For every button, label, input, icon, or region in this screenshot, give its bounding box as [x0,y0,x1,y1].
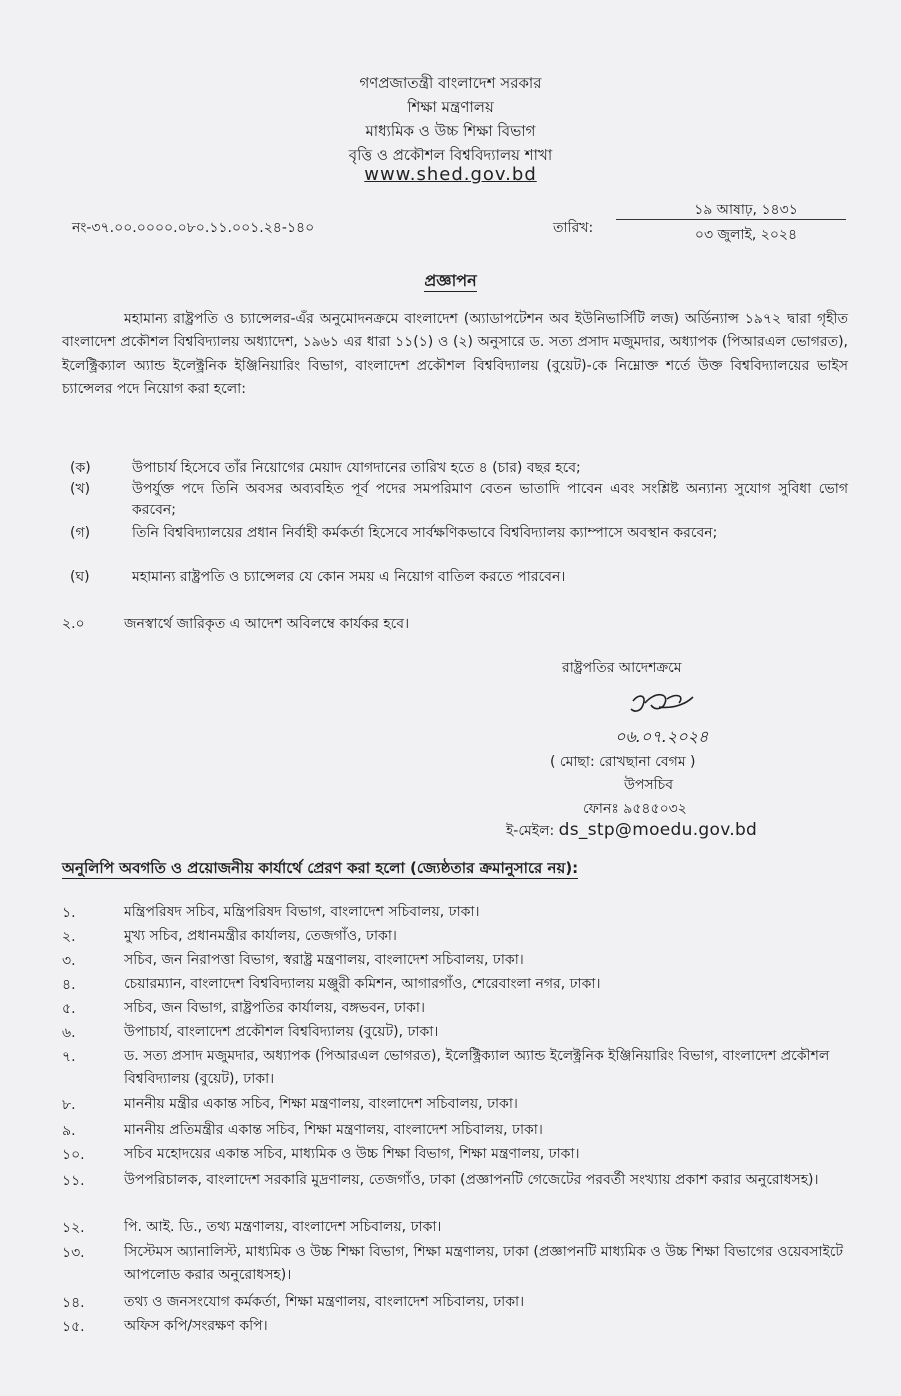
email-line [506,819,846,843]
date-block [616,198,846,243]
list-text: উপপরিচালক, বাংলাদেশ সরকারি মুদ্রণালয়, তেজগাঁও, ঢাকা (প্রজ্ঞাপনটি গেজেটের পরবর্তী সংখ্যায় প্রকাশ করার অনুরোধসহ)। [124,1172,819,1188]
main-paragraph: মহামান্য রাষ্ট্রপতি ও চ্যান্সেলর-এঁর অনুমোদনক্রমে বাংলাদেশ (অ্যাডাপটেশন অব ইউনিভার্সিটি লজ) অর্ডিন্যান্স ১৯৭২ দ্বারা গৃহীত বাংলাদেশ প্রকৌশল বিশ্ববিদ্যালয় অধ্যাদেশ, ১৯৬১ এর ধারা ১১(১) ও (২) অনুসারে ড. সত্য প্রসাদ মজুমদার, অধ্যাপক (পিআরএল ভোগরত), ইলেক্ট্রিক্যাল অ্যান্ড ইলেক্ট্রনিক ইঞ্জিনিয়ারিং বিভাগ, বাংলাদেশ প্রকৌশল বিশ্ববিদ্যালয় (বুয়েট)-কে নিম্নোক্ত শর্তে উক্ত বিশ্ববিদ্যালয়ের ভাইস চ্যান্সেলর পদে নিয়োগ করা হলো: [62,311,848,397]
list-text: পি. আই. ডি., তথ্য মন্ত্রণালয়, বাংলাদেশ সচিবালয়, ঢাকা। [124,1219,442,1235]
list-number: ১২. [62,1220,85,1236]
list-text: চেয়ারম্যান, বাংলাদেশ বিশ্ববিদ্যালয় মঞ্জুরী কমিশন, আগারগাঁও, শেরেবাংলা নগর, ঢাকা। [124,976,601,992]
list-number: ৯. [62,1123,76,1139]
list-text: সচিব, জন বিভাগ, রাষ্ট্রপতির কার্যালয়, বঙ্গভবন, ঢাকা। [124,1000,425,1016]
notification-title: প্রজ্ঞাপন [424,271,477,290]
phone-number: ফোনঃ ৯৫৪৫০৩২ [583,801,687,817]
date-divider [616,219,846,220]
website-link[interactable]: www.shed.gov.bd [364,164,537,185]
condition-text: মহামান্য রাষ্ট্রপতি ও চ্যান্সেলর যে কোন সময় এ নিয়োগ বাতিল করতে পারবেন। [132,569,566,585]
condition-label: (ক) [70,460,91,476]
list-number: ৬. [62,1025,76,1041]
list-number: ১০. [62,1147,85,1163]
list-number: ৩. [62,953,76,969]
list-text: মুখ্য সচিব, প্রধানমন্ত্রীর কার্যালয়, তেজগাঁও, ঢাকা। [124,928,397,944]
condition-label: (খ) [70,481,91,497]
signed-date: ০৬.০৭.২০২৪ [615,727,709,746]
list-number: ৭. [62,1049,76,1065]
condition-label: (ঘ) [70,569,90,585]
list-text: সচিব মহোদয়ের একান্ত সচিব, মাধ্যমিক ও উচ্চ শিক্ষা বিভাগ, শিক্ষা মন্ত্রণালয়, ঢাকা। [124,1146,580,1162]
list-text: সচিব, জন নিরাপত্তা বিভাগ, স্বরাষ্ট্র মন্ত্রণালয়, বাংলাদেশ সচিবালয়, ঢাকা। [124,952,524,968]
date-gregorian: ০৩ জুলাই, ২০২৪ [694,227,798,243]
list-text: মাননীয় প্রতিমন্ত্রীর একান্ত সচিব, শিক্ষা মন্ত্রণালয়, বাংলাদেশ সচিবালয়, ঢাকা। [124,1122,543,1138]
list-text: অফিস কপি/সংরক্ষণ কপি। [124,1318,268,1334]
list-text: মাননীয় মন্ত্রীর একান্ত সচিব, শিক্ষা মন্ত্রণালয়, বাংলাদেশ সচিবালয়, ঢাকা। [124,1096,518,1112]
list-text: মন্ত্রিপরিষদ সচিব, মন্ত্রিপরিষদ বিভাগ, বাংলাদেশ সচিবালয়, ঢাকা। [124,904,480,920]
condition-text: উপর্যুক্ত পদে তিনি অবসর অব্যবহিত পূর্ব পদের সমপরিমাণ বেতন ভাতাদি পাবেন এবং সংশ্লিষ্ট অন্যান্য সুযোগ সুবিধা ভোগ করবেন; [132,481,848,518]
list-number: ১৩. [62,1245,85,1261]
list-text: ড. সত্য প্রসাদ মজুমদার, অধ্যাপক (পিআরএল ভোগরত), ইলেক্ট্রিক্যাল অ্যান্ড ইলেক্ট্রনিক ইঞ্জিনিয়ারিং বিভাগ, বাংলাদেশ প্রকৌশল বিশ্ববিদ্যালয় (বুয়েট), ঢাকা। [124,1048,830,1087]
signatory-designation: উপসচিব [624,777,674,793]
memo-number: নং-৩৭.০০.০০০০.০৮০.১১.০০১.২৪-১৪০ [72,220,315,236]
clause-text: জনস্বার্থে জারিকৃত এ আদেশ অবিলম্বে কার্যকর হবে। [124,616,410,632]
list-text: তথ্য ও জনসংযোগ কর্মকর্তা, শিক্ষা মন্ত্রণালয়, বাংলাদেশ সচিবালয়, ঢাকা। [124,1294,525,1310]
ministry-name: শিক্ষা মন্ত্রণালয় [407,98,494,116]
condition-label: (গ) [70,525,91,541]
list-number: ৫. [62,1001,76,1017]
list-number: ১৫. [62,1319,85,1335]
list-number: ১১. [62,1173,85,1189]
list-number: ১৪. [62,1295,85,1311]
list-text: উপাচার্য, বাংলাদেশ প্রকৌশল বিশ্ববিদ্যালয় (বুয়েট), ঢাকা। [124,1024,439,1040]
list-number: ৪. [62,977,76,993]
cc-heading: অনুলিপি অবগতি ও প্রয়োজনীয় কার্যার্থে প্রেরণ করা হলো (জ্যেষ্ঠতার ক্রমানুসারে নয়): [62,859,579,877]
list-number: ১. [62,905,76,921]
condition-text: তিনি বিশ্ববিদ্যালয়ের প্রধান নির্বাহী কর্মকর্তা হিসেবে সার্বক্ষণিকভাবে বিশ্ববিদ্যালয় ক্যাম্পাসে অবস্থান করবেন; [132,525,718,541]
order-line: রাষ্ট্রপতির আদেশক্রমে [562,660,682,676]
division-name: মাধ্যমিক ও উচ্চ শিক্ষা বিভাগ [365,122,536,140]
date-bangla: ১৯ আষাঢ়, ১৪৩১ [694,202,798,218]
condition-text: উপাচার্য হিসেবে তাঁর নিয়োগের মেয়াদ যোগদানের তারিখ হতে ৪ (চার) বছর হবে; [132,460,581,476]
signatory-name: ( মোছা: রোখছানা বেগম ) [550,754,696,770]
email-address[interactable]: ds_stp@moedu.gov.bd [558,820,758,840]
branch-name: বৃত্তি ও প্রকৌশল বিশ্ববিদ্যালয় শাখা [348,146,553,164]
date-label: তারিখ: [553,220,594,236]
list-text: সিস্টেমস অ্যানালিস্ট, মাধ্যমিক ও উচ্চ শিক্ষা বিভাগ, শিক্ষা মন্ত্রণালয়, ঢাকা (প্রজ্ঞাপনটি মাধ্যমিক ও উচ্চ শিক্ষা বিভাগের ওয়েবসাইটে আপলোড করার অনুরোধসহ)। [124,1244,844,1283]
list-number: ২. [62,929,76,945]
list-number: ৮. [62,1097,76,1113]
govt-name: গণপ্রজাতন্ত্রী বাংলাদেশ সরকার [359,74,542,92]
email-label: ই-মেইল: [506,823,555,839]
clause-number: ২.০ [62,616,85,632]
